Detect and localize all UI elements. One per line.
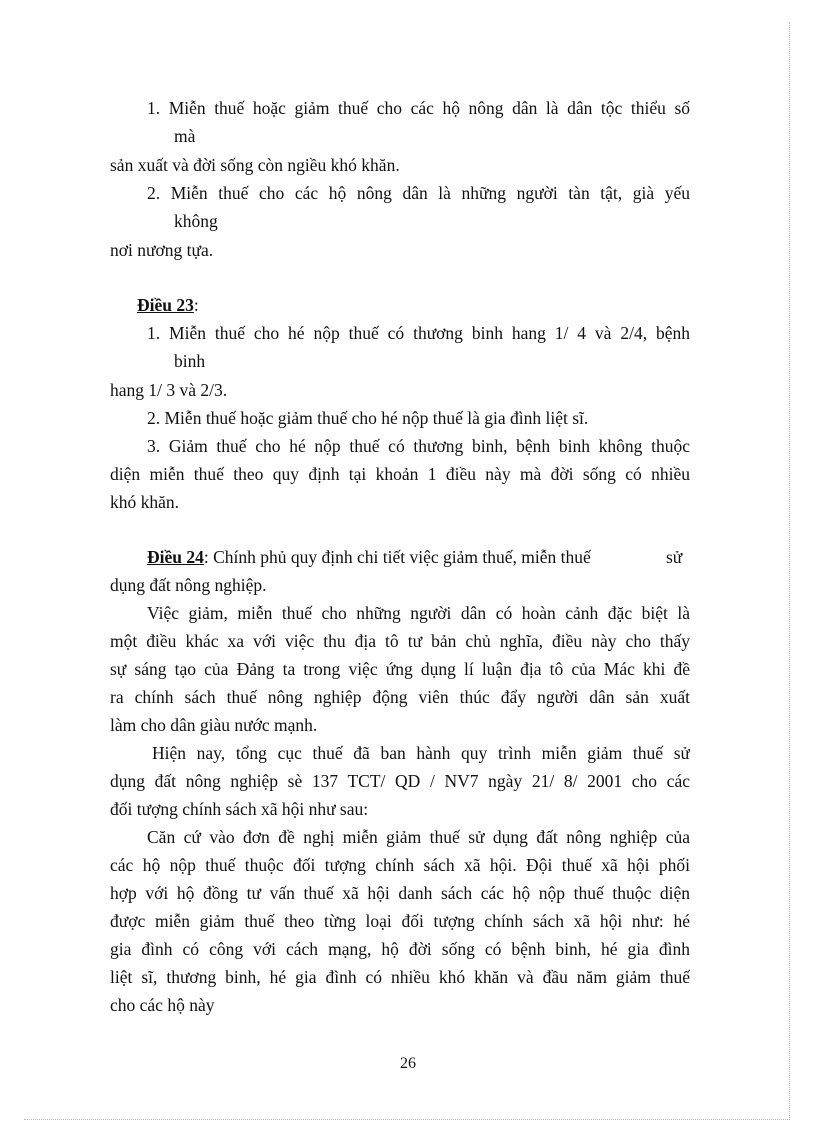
paragraph-2-line-2: dụng đất nông nghiệp sè 137 TCT/ QD / NV7 ngày 21/ 8/ 2001 cho các	[110, 771, 690, 791]
paragraph-1-line-5: làm cho dân giàu nước mạnh.	[110, 715, 318, 735]
article-24-text-end: sử	[666, 547, 683, 567]
article-23-colon: :	[193, 295, 199, 315]
paragraph-3-line-3: hợp với hộ đồng tư vấn thuế xã hội danh sách các hộ nộp thuế thuộc diện	[110, 883, 690, 903]
article-23-item-1: 1. Miễn thuế cho hé nộp thuế có thương binh hang 1/ 4 và 2/4, bệnh	[147, 323, 690, 343]
article-23-heading: Điều 23	[137, 295, 194, 315]
paragraph-3-line-2: các hộ nộp thuế thuộc đối tượng chính sách xã hội. Đội thuế xã hội phối	[110, 855, 690, 875]
list-item-2-wrap: không	[174, 211, 218, 231]
list-item-1-wrap: mà	[174, 126, 196, 146]
paragraph-1-line-2: một điều khác xa với việc thu địa tô tư bản chủ nghĩa, điều này cho thấy	[110, 631, 690, 651]
article-23-item-3-line-3: khó khăn.	[110, 492, 180, 512]
paragraph-2-line-1: Hiện nay, tổng cục thuế đã ban hành quy trình miễn giảm thuế sử	[152, 743, 690, 763]
list-item-1-continuation: sản xuất và đời sống còn ngiều khó khăn.	[110, 155, 400, 175]
list-item-1: 1. Miễn thuế hoặc giảm thuế cho các hộ nông dân là dân tộc thiểu số	[147, 98, 690, 118]
article-23-item-1-continuation: hang 1/ 3 và 2/3.	[110, 380, 228, 400]
article-24-line-2: dụng đất nông nghiệp.	[110, 575, 267, 595]
article-23-item-1-wrap: binh	[174, 351, 206, 371]
paragraph-1-line-3: sự sáng tạo của Đảng ta trong việc ứng dụng lí luận địa tô của Mác khi đề	[110, 659, 690, 679]
article-24-text: : Chính phủ quy định chi tiết việc giảm thuế, miễn thuế	[203, 547, 591, 567]
article-23-heading-line	[137, 294, 199, 316]
article-23-item-2: 2. Miễn thuế hoặc giảm thuế cho hé nộp thuế là gia đình liệt sĩ.	[147, 408, 589, 428]
paragraph-1-line-1: Việc giảm, miễn thuế cho những người dân có hoàn cảnh đặc biệt là	[147, 603, 690, 623]
list-item-2: 2. Miễn thuế cho các hộ nông dân là những người tàn tật, già yếu	[147, 183, 690, 203]
article-24-heading: Điều 24	[147, 547, 204, 567]
article-24-heading-line	[147, 546, 655, 568]
paragraph-3-line-6: liệt sĩ, thương binh, hé gia đình có nhiều khó khăn và đầu năm giảm thuế	[110, 967, 690, 987]
paragraph-2-line-3: đối tượng chính sách xã hội như sau:	[110, 799, 369, 819]
page-number: 26	[400, 1055, 416, 1072]
paragraph-3-line-7: cho các hộ này	[110, 995, 215, 1015]
paragraph-1-line-4: ra chính sách thuế nông nghiệp động viên thúc đẩy người dân sản xuất	[110, 687, 690, 707]
list-item-2-continuation: nơi nương tựa.	[110, 240, 214, 260]
paragraph-3-line-4: được miễn giảm thuế theo từng loại đối tượng chính sách xã hội như: hé	[110, 911, 690, 931]
article-23-item-3-line-2: diện miễn thuế theo quy định tại khoản 1 điều này mà đời sống có nhiều	[110, 464, 690, 484]
paragraph-3-line-1: Căn cứ vào đơn đề nghị miễn giảm thuế sử dụng đất nông nghiệp của	[147, 827, 690, 847]
article-23-item-3: 3. Giảm thuế cho hé nộp thuế có thương binh, bệnh binh không thuộc	[147, 436, 690, 456]
paragraph-3-line-5: gia đình có công với cách mạng, hộ đời sống có bệnh binh, hé gia đình	[110, 939, 690, 959]
